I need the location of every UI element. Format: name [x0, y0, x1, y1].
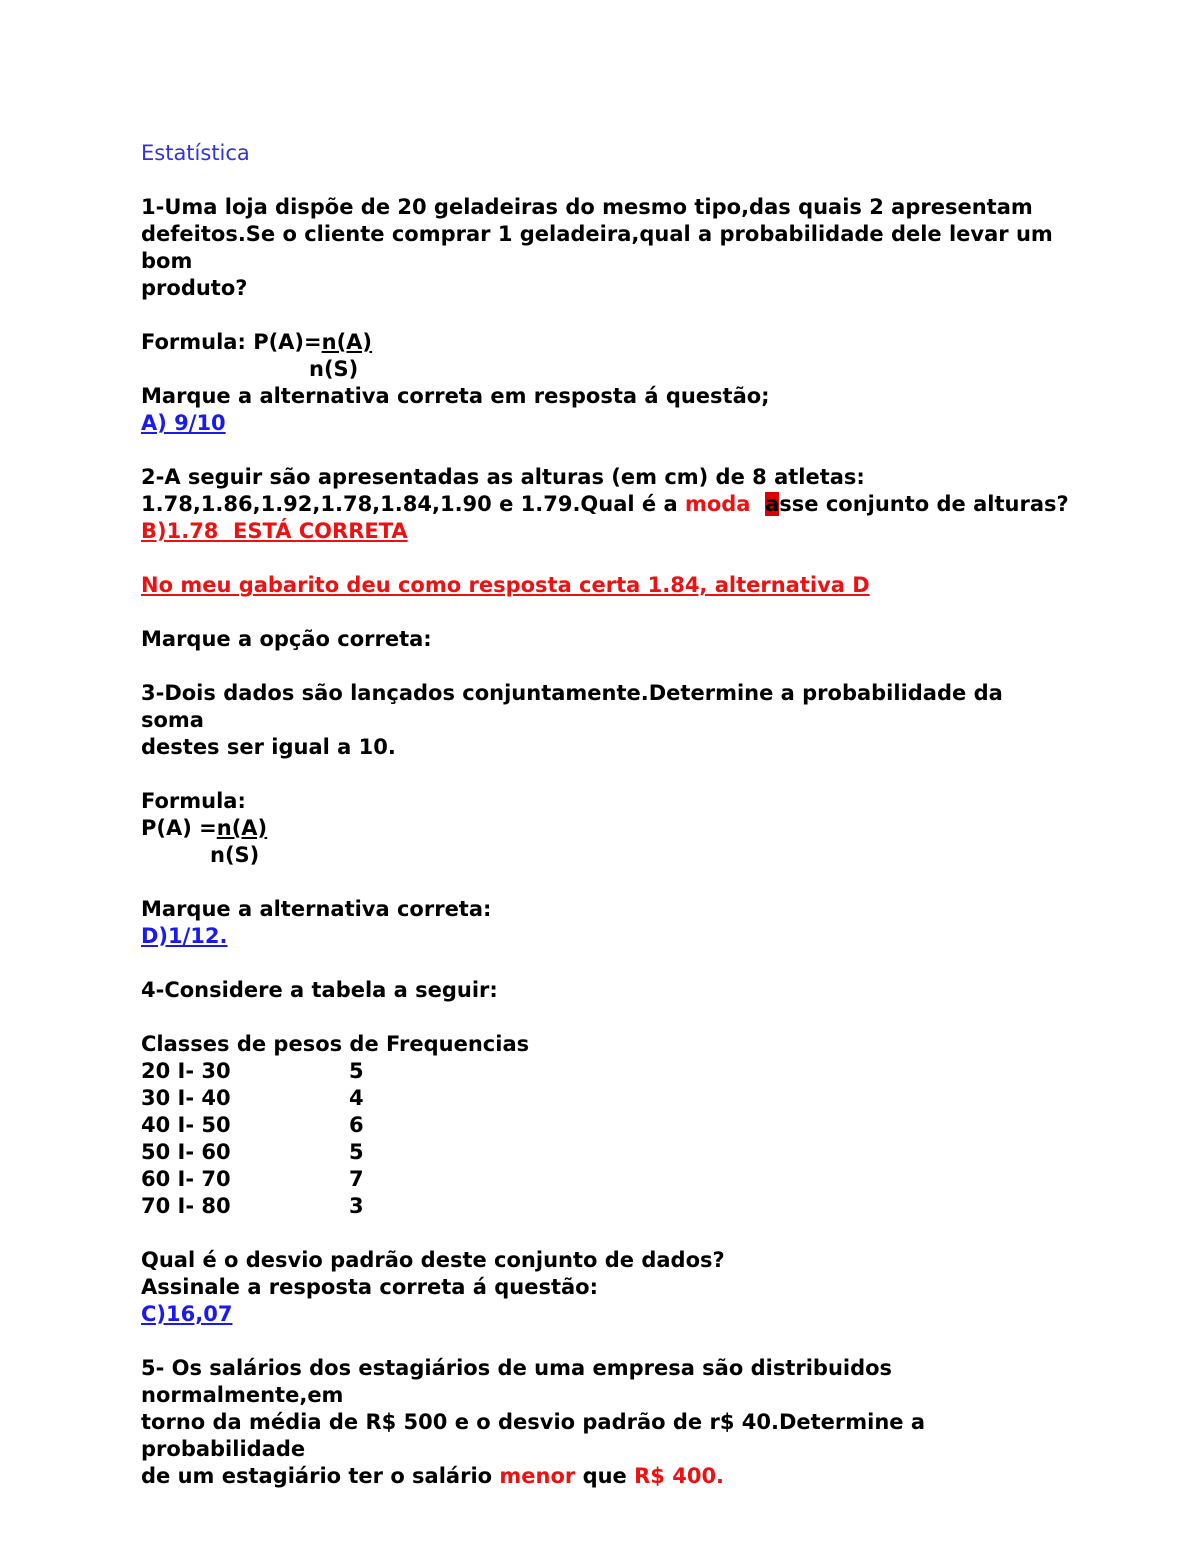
- table-cell-class: 70 I- 80: [141, 1194, 231, 1218]
- table-cell-frequency: 7: [349, 1167, 364, 1191]
- q1-formula: [141, 329, 1071, 356]
- question-4: [141, 977, 1071, 1328]
- q2-line-1: 2-A seguir são apresentadas as alturas (em cm) de 8 atletas:: [141, 465, 865, 489]
- q3-formula-numerator: n(A): [216, 816, 268, 840]
- question-1: [141, 194, 1071, 437]
- q3-formula-label: Formula:: [141, 789, 246, 813]
- q2-highlighted-letter: a: [765, 492, 780, 516]
- q2-moda-word: moda: [684, 492, 751, 516]
- table-header: Classes de pesos de Frequencias: [141, 1032, 530, 1056]
- q1-line-2: defeitos.Se o cliente comprar 1 geladeira,qual a probabilidade dele levar um bom: [141, 222, 1053, 273]
- table-cell-frequency: 3: [349, 1194, 364, 1218]
- q4-answer-link[interactable]: C)16,07: [141, 1302, 233, 1326]
- q5-menor-word: menor: [499, 1464, 576, 1488]
- q4-question: Qual é o desvio padrão deste conjunto de dados?: [141, 1248, 725, 1272]
- table-cell-frequency: 4: [349, 1086, 364, 1110]
- q3-answer-link[interactable]: D)1/12.: [141, 924, 228, 948]
- q3-line-2: destes ser igual a 10.: [141, 735, 396, 759]
- q1-line-1: 1-Uma loja dispõe de 20 geladeiras do mesmo tipo,das quais 2 apresentam: [141, 195, 1033, 219]
- q1-formula-numerator: n(A): [321, 330, 373, 354]
- table-cell-class: 40 I- 50: [141, 1113, 231, 1137]
- q1-prompt: Marque a alternativa correta em resposta á questão;: [141, 384, 770, 408]
- q5-line-3: [141, 1463, 1071, 1490]
- table-row: [141, 1058, 1071, 1085]
- table-cell-frequency: 5: [349, 1140, 364, 1164]
- document-content: [141, 140, 1071, 1490]
- q2-line-2-end: sse conjunto de alturas?: [779, 492, 1069, 516]
- q4-prompt: Assinale a resposta correta á questão:: [141, 1275, 598, 1299]
- table-cell-frequency: 6: [349, 1113, 364, 1137]
- q2-space: [750, 492, 765, 516]
- table-row: [141, 1112, 1071, 1139]
- q5-amount: R$ 400.: [634, 1464, 725, 1488]
- table-cell-class: 20 I- 30: [141, 1059, 231, 1083]
- question-3: [141, 680, 1071, 950]
- q3-formula-prefix: P(A) =: [141, 816, 217, 840]
- table-cell-class: 60 I- 70: [141, 1167, 231, 1191]
- q1-line-3: produto?: [141, 276, 248, 300]
- table-cell-class: 30 I- 40: [141, 1086, 231, 1110]
- q3-formula: [141, 815, 1071, 842]
- q3-prompt: Marque a alternativa correta:: [141, 897, 492, 921]
- q3-line-1: 3-Dois dados são lançados conjuntamente.Determine a probabilidade da soma: [141, 681, 1003, 732]
- q2-answer: B)1.78 ESTÁ CORRETA: [141, 519, 408, 543]
- q1-formula-prefix: Formula: P(A)=: [141, 330, 322, 354]
- table-row: [141, 1139, 1071, 1166]
- q5-line-3-start: de um estagiário ter o salário: [141, 1464, 500, 1488]
- q2-after-prompt: Marque a opção correta:: [141, 627, 432, 651]
- q2-line-2: [141, 491, 1071, 518]
- table-row: [141, 1193, 1071, 1220]
- q1-answer-link[interactable]: A) 9/10: [141, 411, 226, 435]
- question-2: [141, 464, 1071, 653]
- q1-formula-denominator: n(S): [309, 357, 359, 381]
- table-row: [141, 1166, 1071, 1193]
- q5-line-3-mid: que: [575, 1464, 635, 1488]
- q5-line-1: 5- Os salários dos estagiários de uma empresa são distribuidos normalmente,em: [141, 1356, 893, 1407]
- table-cell-class: 50 I- 60: [141, 1140, 231, 1164]
- q5-line-2: torno da média de R$ 500 e o desvio padrão de r$ 40.Determine a probabilidade: [141, 1410, 926, 1461]
- document-title: Estatística: [141, 141, 250, 165]
- q2-note: No meu gabarito deu como resposta certa 1.84, alternativa D: [141, 573, 870, 597]
- q2-line-2-start: 1.78,1.86,1.92,1.78,1.84,1.90 e 1.79.Qual é a: [141, 492, 685, 516]
- q3-formula-denominator: n(S): [210, 843, 260, 867]
- question-5: [141, 1355, 1071, 1490]
- q4-intro: 4-Considere a tabela a seguir:: [141, 978, 498, 1002]
- frequency-table: [141, 1031, 1071, 1220]
- table-cell-frequency: 5: [349, 1059, 364, 1083]
- table-row: [141, 1085, 1071, 1112]
